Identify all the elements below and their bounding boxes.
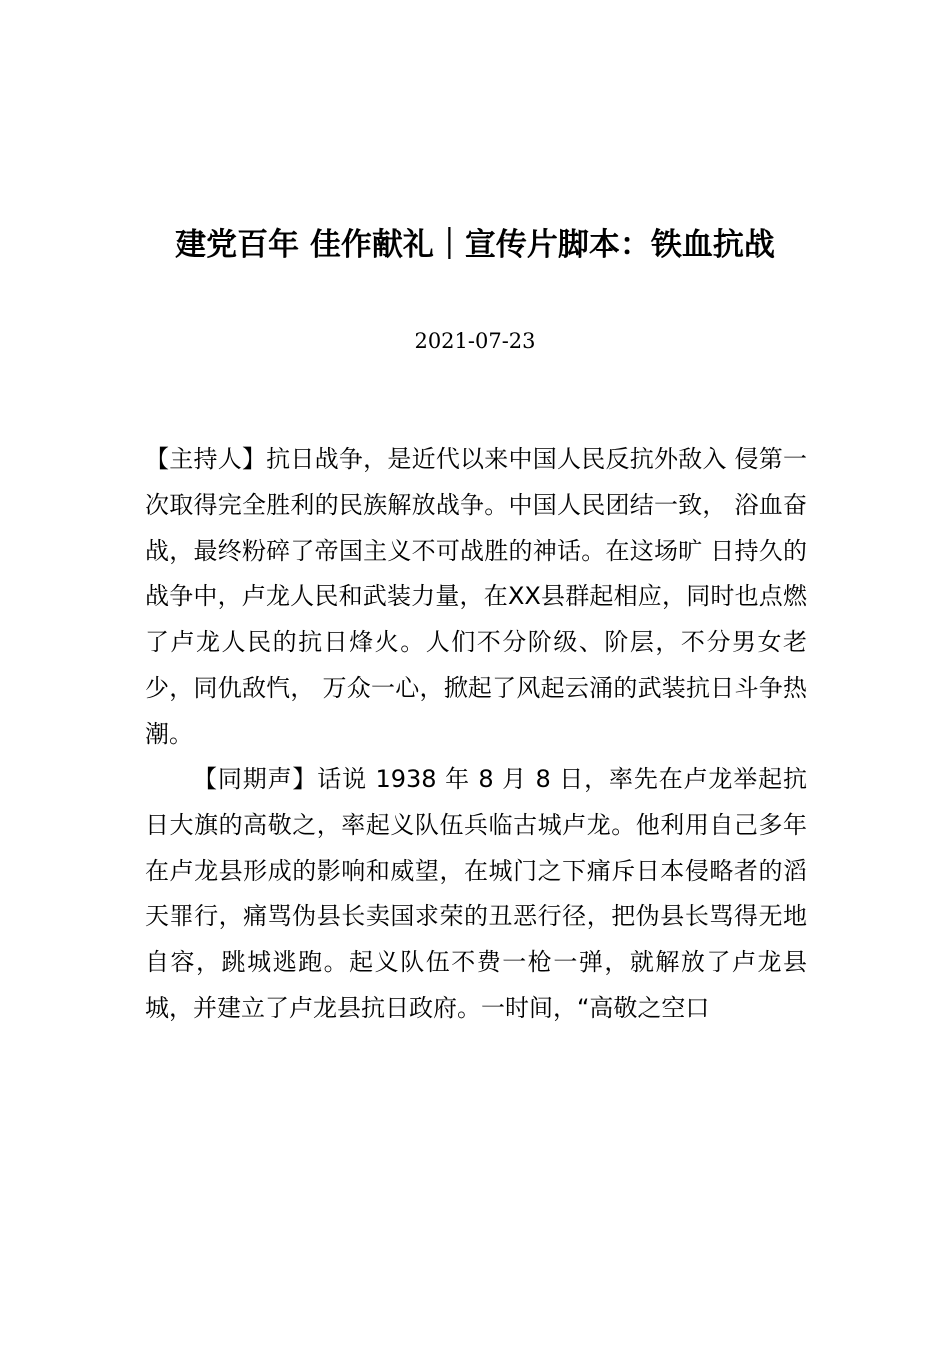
publish-date: 2021-07-23 [414,329,536,353]
paragraph-host: 【主持人】抗日战争，是近代以来中国人民反抗外敌入 侵第一次取得完全胜利的民族解放战争。中国人民团结一致， 浴血奋战，最终粉碎了帝国主义不可战胜的神话。在这场旷 日持久的战争中，卢龙人民和武装力量，在XX县群起相应，同时也点燃了卢龙人民的抗日烽火。人们不分阶级、阶层，不分男女老少，同仇敌忾， 万众一心，掀起了风起云涌的武装抗日斗争热潮。 [145,445,807,748]
document-title: 建党百年 佳作献礼｜宣传片脚本：铁血抗战 [175,227,775,263]
paragraph-sound: 【同期声】话说 1938 年 8 月 8 日，率先在卢龙举起抗日大旗的高敬之，率起义队伍兵临古城卢龙。他利用自己多年在卢龙县形成的影响和威望，在城门之下痛斥日本侵略者的滔天罪行，痛骂伪县长卖国求荣的丑恶行径，把伪县长骂得无地自容，跳城逃跑。起义队伍不费一枪一弹，就解放了卢龙县城，并建立了卢龙县抗日政府。一时间，“高敬之空口 [145,765,807,1022]
